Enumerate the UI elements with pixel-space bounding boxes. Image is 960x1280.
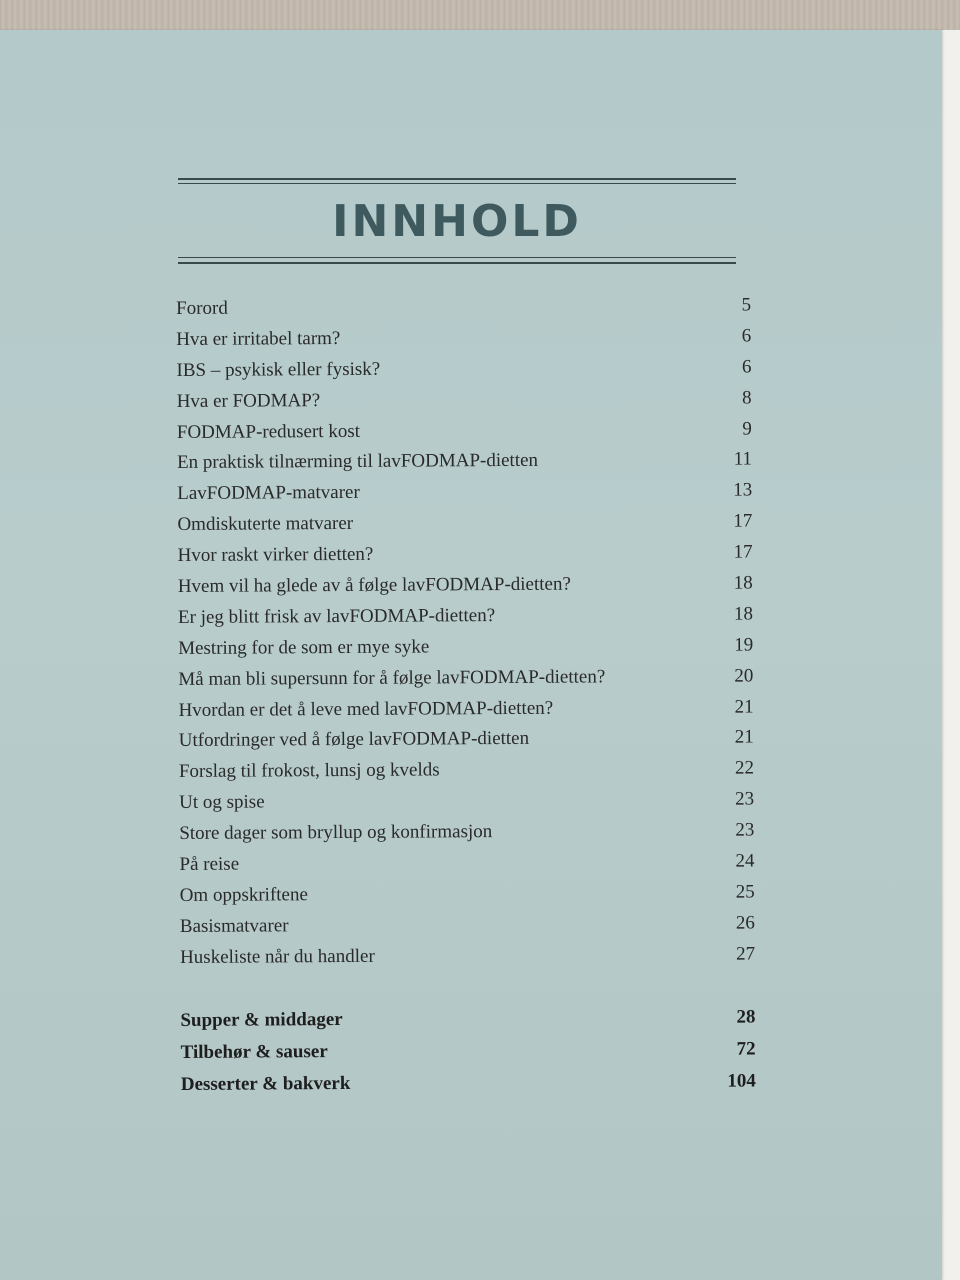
toc-entry — [176, 352, 751, 386]
toc-entry — [178, 630, 753, 664]
toc-entry-page-number: 18 — [733, 603, 754, 625]
toc-entry — [177, 507, 752, 541]
toc-entry — [178, 568, 753, 602]
toc-entry — [179, 785, 754, 819]
toc-entry-title: Store dager som bryllup og konfirmasjon — [179, 821, 493, 845]
toc-entry-title: Om oppskriftene — [179, 884, 308, 906]
toc-section — [181, 1034, 756, 1070]
background-fabric — [0, 0, 960, 30]
toc-entry-title: Huskeliste når du handler — [179, 945, 375, 968]
toc-entry-page-number: 9 — [742, 418, 752, 440]
heading-rule-top-thin — [178, 183, 736, 184]
toc-entry-page-number: 24 — [735, 850, 755, 872]
toc-entry-title: IBS – psykisk eller fysisk? — [176, 358, 381, 381]
toc-entry-page-number: 25 — [735, 881, 755, 903]
toc-entry-title: Basismatvarer — [179, 915, 289, 937]
toc-entry — [177, 476, 752, 510]
toc-entry-page-number: 20 — [734, 665, 754, 687]
toc-entry-title: En praktisk tilnærming til lavFODMAP-dietten — [176, 450, 539, 474]
toc-entry-title: Hva er irritabel tarm? — [176, 327, 341, 350]
toc-entry-page-number: 23 — [735, 788, 755, 810]
toc-entry-title: Hvordan er det å leve med lavFODMAP-dietten? — [178, 697, 554, 721]
toc-entry — [178, 661, 753, 695]
toc-entry-page-number: 19 — [734, 634, 754, 656]
toc-entry — [177, 414, 752, 448]
toc-entry-page-number: 11 — [733, 448, 753, 471]
heading-rule-bottom-thin — [178, 257, 736, 258]
toc-entry-page-number: 8 — [742, 387, 752, 409]
toc-entry-title: Utfordringer ved å følge lavFODMAP-dietten — [178, 728, 530, 752]
toc-entry — [176, 290, 751, 324]
toc-entry-page-number: 21 — [734, 726, 754, 749]
toc-entry — [179, 847, 754, 881]
toc-entry-title: Forslag til frokost, lunsj og kvelds — [178, 759, 440, 783]
toc-entry-title: FODMAP-redusert kost — [176, 420, 361, 443]
toc-entry-page-number: 26 — [735, 912, 755, 934]
toc-entry — [178, 599, 753, 633]
toc-entry-title: LavFODMAP-matvarer — [177, 482, 360, 505]
book-page — [0, 30, 942, 1280]
toc-section-title: Supper & middager — [180, 1008, 343, 1031]
toc-section-page-number: 28 — [736, 1006, 756, 1028]
toc-entry-title: Hvor raskt virker dietten? — [177, 543, 374, 567]
toc-entry-page-number: 17 — [733, 541, 753, 563]
toc-entry-page-number: 6 — [741, 356, 752, 378]
toc-entry-page-number: 18 — [733, 572, 753, 594]
toc-entry — [179, 723, 754, 757]
toc-entry-page-number: 13 — [733, 479, 753, 501]
toc-entry — [178, 538, 753, 572]
toc-entry — [180, 939, 755, 973]
toc-sections — [180, 1002, 756, 1102]
toc-entry — [177, 383, 752, 417]
toc-entry-page-number: 27 — [735, 943, 756, 965]
toc-section-page-number: 104 — [727, 1070, 756, 1092]
heading-rule-bottom — [178, 262, 736, 264]
toc-entry-page-number: 17 — [733, 510, 753, 532]
toc-section-title: Tilbehør & sauser — [180, 1040, 328, 1063]
toc-entry — [180, 908, 755, 942]
toc-entry-page-number: 23 — [735, 819, 755, 841]
toc-entry-title: Omdiskuterte matvarer — [177, 513, 354, 536]
toc-entry-title: Ut og spise — [179, 791, 265, 814]
toc-section-page-number: 72 — [736, 1038, 756, 1060]
heading-rule-top — [178, 178, 736, 180]
toc-entry-title: Hva er FODMAP? — [176, 389, 321, 412]
toc-section-title: Desserter & bakverk — [180, 1072, 351, 1095]
toc-entry — [179, 816, 754, 850]
toc-entry-title: Må man bli supersunn for å følge lavFODMAP-dietten? — [178, 666, 606, 690]
page-title: INNHOLD — [332, 196, 582, 247]
toc-entry-title: Er jeg blitt frisk av lavFODMAP-dietten? — [177, 604, 496, 628]
toc-entry-page-number: 6 — [741, 325, 752, 347]
toc-entry — [179, 754, 754, 788]
table-of-contents — [176, 290, 756, 1101]
toc-entry-page-number: 21 — [734, 696, 754, 718]
toc-section — [181, 1066, 756, 1102]
toc-entry — [180, 877, 755, 911]
toc-entry — [176, 321, 751, 355]
toc-entry-title: På reise — [179, 853, 240, 876]
toc-entry — [178, 692, 753, 726]
toc-entry-page-number: 5 — [741, 294, 752, 316]
toc-entry-title: Hvem vil ha glede av å følge lavFODMAP-dietten? — [177, 573, 571, 598]
toc-entry-title: Mestring for de som er mye syke — [178, 636, 430, 659]
toc-entry-title: Forord — [176, 297, 228, 319]
toc-section — [180, 1002, 755, 1038]
toc-entries — [176, 290, 755, 973]
toc-entry — [177, 445, 752, 479]
toc-entry-page-number: 22 — [734, 757, 754, 779]
